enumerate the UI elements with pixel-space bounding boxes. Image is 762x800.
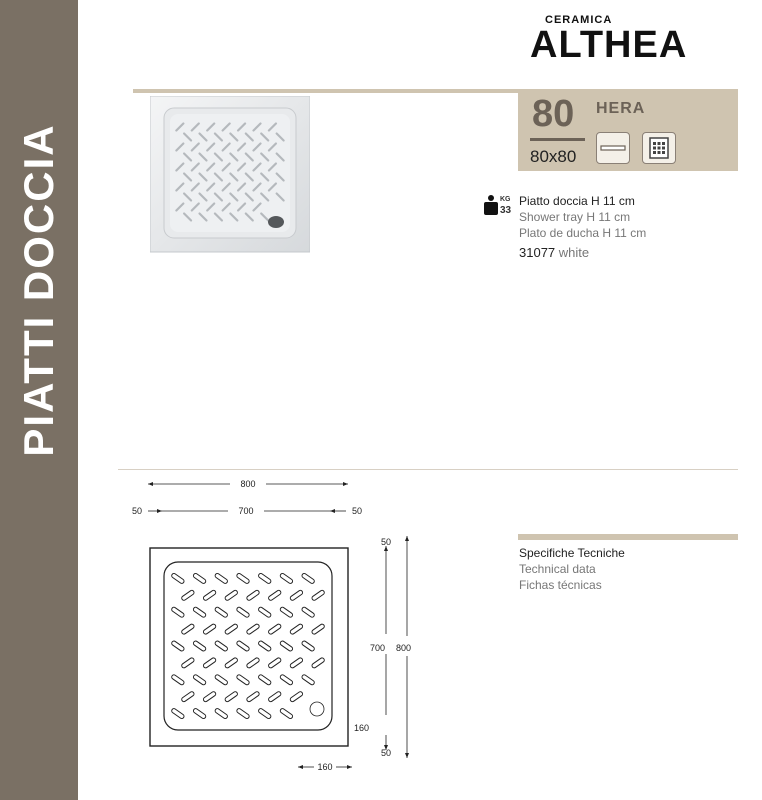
anti-slip-slot — [236, 606, 250, 618]
anti-slip-slot — [236, 674, 250, 686]
anti-slip-slot — [193, 640, 207, 652]
product-code-number: 31077 — [519, 245, 556, 260]
anti-slip-slot — [246, 691, 260, 703]
technical-drawing — [118, 470, 438, 795]
anti-slip-slot — [203, 657, 217, 669]
model-name: HERA — [596, 100, 646, 117]
anti-slip-slot — [236, 573, 250, 585]
description-it: Piatto doccia H 11 cm — [519, 194, 635, 208]
anti-slip-slot — [289, 590, 303, 602]
anti-slip-slot — [246, 657, 260, 669]
anti-slip-slot — [224, 657, 238, 669]
anti-slip-slot — [214, 708, 228, 720]
anti-slip-slot — [311, 590, 325, 602]
dim-inner-width: 700 — [238, 506, 254, 516]
weight-unit: KG — [500, 196, 511, 203]
anti-slip-slot — [268, 590, 282, 602]
anti-slip-slot — [171, 573, 185, 585]
section-title: PIATTI DOCCIA — [15, 123, 62, 457]
anti-slip-slot — [203, 691, 217, 703]
anti-slip-slot — [181, 590, 195, 602]
specs-title-en: Technical data — [519, 562, 596, 576]
anti-slip-slot — [181, 657, 195, 669]
anti-slip-slot — [214, 606, 228, 618]
anti-slip-slot — [193, 573, 207, 585]
anti-slip-slot — [214, 640, 228, 652]
dim-total-width: 800 — [240, 479, 256, 489]
weight-icon — [483, 194, 499, 221]
anti-slip-slot — [289, 657, 303, 669]
anti-slip-slot — [193, 708, 207, 720]
product-photo — [150, 96, 310, 256]
anti-slip-slot — [224, 590, 238, 602]
anti-slip-slot — [279, 640, 293, 652]
anti-slip-slot — [214, 674, 228, 686]
anti-slip-slot — [203, 623, 217, 635]
dim-margin-left: 50 — [132, 506, 143, 516]
anti-slip-slot — [246, 590, 260, 602]
anti-slip-slot — [224, 623, 238, 635]
anti-slip-slot — [258, 606, 272, 618]
anti-slip-slot — [268, 691, 282, 703]
dim-drain-offset-v: 160 — [354, 723, 370, 733]
anti-slip-slot — [236, 640, 250, 652]
product-color: white — [558, 245, 590, 260]
anti-slip-slot — [246, 623, 260, 635]
dim-total-height: 800 — [396, 643, 412, 653]
description-en: Shower tray H 11 cm — [519, 210, 631, 224]
anti-slip-slot — [236, 708, 250, 720]
anti-slip-slot — [181, 623, 195, 635]
brand-logo: ALTHEA — [530, 24, 688, 66]
anti-slip-slot — [301, 573, 315, 585]
dim-bottom-margin: 50 — [381, 748, 392, 758]
anti-slip-slot — [301, 606, 315, 618]
anti-slip-slot — [268, 657, 282, 669]
tray-profile-icon — [596, 132, 630, 164]
anti-slip-slot — [214, 573, 228, 585]
dim-inner-height: 700 — [370, 643, 386, 653]
anti-slip-slot — [301, 674, 315, 686]
dim-top-margin: 50 — [381, 537, 392, 547]
side-band — [0, 0, 78, 800]
tray-grid-icon — [642, 132, 676, 164]
anti-slip-slot — [279, 674, 293, 686]
model-number: 80 — [532, 93, 575, 135]
model-size: 80x80 — [530, 147, 577, 166]
anti-slip-slot — [171, 708, 185, 720]
anti-slip-slot — [311, 623, 325, 635]
specs-title-es: Fichas técnicas — [519, 578, 602, 592]
anti-slip-slot — [258, 573, 272, 585]
anti-slip-slot — [279, 708, 293, 720]
anti-slip-slot — [279, 573, 293, 585]
dim-drain-offset-h: 160 — [317, 762, 333, 772]
description-es: Plato de ducha H 11 cm — [519, 226, 647, 240]
dim-margin-right: 50 — [352, 506, 363, 516]
anti-slip-slot — [289, 691, 303, 703]
anti-slip-slot — [258, 674, 272, 686]
anti-slip-slot — [311, 657, 325, 669]
anti-slip-slot — [224, 691, 238, 703]
anti-slip-slot — [268, 623, 282, 635]
anti-slip-slot — [258, 640, 272, 652]
anti-slip-slot — [193, 606, 207, 618]
spec-rule — [518, 534, 738, 540]
product-code — [519, 245, 589, 260]
anti-slip-slot — [258, 708, 272, 720]
anti-slip-slot — [193, 674, 207, 686]
anti-slip-slot — [279, 606, 293, 618]
brand-subtitle: CERAMICA — [545, 14, 613, 26]
specs-title-it: Specifiche Tecniche — [519, 546, 625, 560]
anti-slip-slot — [181, 691, 195, 703]
header-rule — [133, 89, 518, 93]
anti-slip-slot — [289, 623, 303, 635]
anti-slip-slot — [171, 674, 185, 686]
anti-slip-slot — [171, 606, 185, 618]
weight-value: 33 — [500, 205, 512, 216]
model-underline — [530, 138, 585, 141]
anti-slip-slot — [301, 640, 315, 652]
anti-slip-slot — [171, 640, 185, 652]
anti-slip-slot — [203, 590, 217, 602]
